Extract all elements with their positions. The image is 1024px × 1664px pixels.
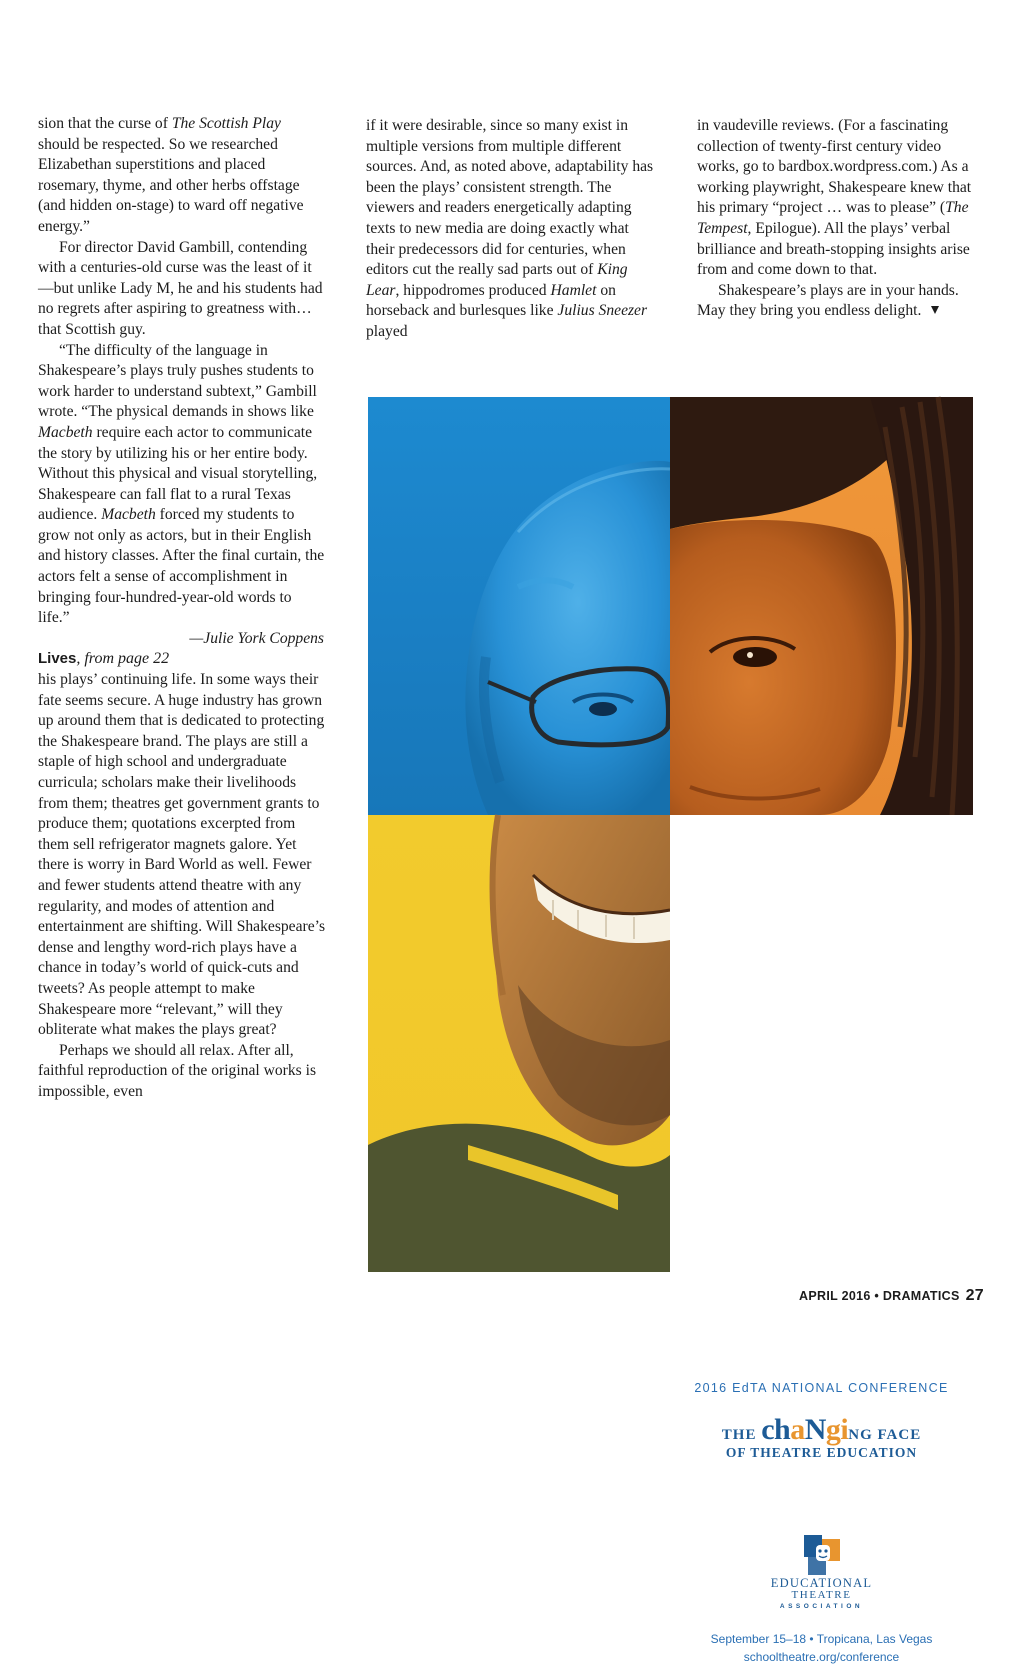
article-column-2 [366,116,656,343]
continuation-heading: Lives, from page 22 [38,650,170,668]
page-footer [799,1287,984,1305]
article-column-1 [38,114,326,1103]
woman-face-photo [670,397,973,815]
paragraph: “The difficulty of the language in Shakespeare’s plays truly pushes students to work harder to understand subtext,” Gambill wrote. “The physical demands in shows like Macbeth require each actor to communicate the story by utilizing his or her entire body. Without this physical and visual storytelling, Shakespeare can fall flat to a rural Texas audience. Macbeth forced my students to grow not only as actors, but in their English and history classes. After the final curtain, the actors felt a sense of accomplishment in bringing four-hundred-year-old words to life.” [38,341,325,627]
eta-masks-logo [804,1535,840,1575]
man-face-illustration [368,397,670,815]
conference-year: 2016 EdTA NATIONAL CONFERENCE [694,1381,949,1395]
conference-subtitle: OF THEATRE EDUCATION [725,1445,918,1460]
conference-title: THE chaNgiNG FACE [721,1413,922,1446]
page-number: 27 [965,1287,984,1304]
end-mark-icon [931,306,939,314]
man-face-photo-bottom [368,815,670,1272]
conference-url[interactable]: schooltheatre.org/conference [743,1650,900,1664]
issue-label: APRIL 2016 • DRAMATICS [799,1289,960,1303]
man-face-photo-top [368,397,670,815]
paragraph: his plays’ continuing life. In some ways their fate seems secure. A huge industry has grown up around them that is dedicated to protecting the Shakespeare brand. The plays are still a staple of high school and undergraduate curricula; scholars make their livelihoods from them; theatres get government grants to produce them; quotations excerpted from them sell refrigerator magnets galore. Yet there is worry in Bard World as well. Fewer and fewer students attend theatre with any regularity, and modes of attention and entertainment are shifting. Will Shakespeare’s dense and lengthy word-rich plays have a chance in today’s world of quick-cuts and tweets? As people attempt to make Shakespeare more “relevant,” will they obliterate what makes the plays great? [38,671,326,1039]
paragraph: For director David Gambill, contending with a centuries-old curse was the least of it—but unlike Lady M, he and his students had no regrets after aspiring to greatness with… that Scottish guy. [38,238,323,338]
paragraph: if it were desirable, since so many exist in multiple versions from multiple different sources. And, as noted above, adaptability has been the plays’ consistent strength. The viewers and readers energetically adapting texts to new media are doing exactly what their predecessors did for centuries, when editors cut the really sad parts out of King Lear, hippodromes produced Hamlet on horseback and burlesques like Julius Sneezer played [366,117,654,340]
paragraph: Shakespeare’s plays are in your hands. May they bring you endless delight. [697,281,959,320]
conference-dates: September 15–18 • Tropicana, Las Vegas [710,1632,933,1646]
man-smile-illustration [368,815,670,1272]
paragraph: in vaudeville reviews. (For a fascinating collection of twenty-first century video works, go to bardbox.wordpress.com.) As a working playwright, Shakespeare knew that his primary “project … was to please” (The Tempest, Epilogue). All the plays’ verbal brilliance and breath-stopping insights arise from and come down to that. [697,117,972,279]
paragraph: Perhaps we should all relax. After all, faithful reproduction of the original works is impossible, even [38,1041,317,1100]
woman-face-illustration [670,397,973,815]
paragraph: sion that the curse of The Scottish Play should be respected. So we researched Elizabethan superstitions and placed rosemary, thyme, and other herbs offstage (and hidden on-stage) to ward off negative energy.” [38,115,304,235]
eta-wordmark: EDUCATIONAL THEATRE ASSOCIATION [770,1576,873,1610]
author-byline: —Julie York Coppens [189,629,324,647]
article-column-3 [697,116,987,322]
